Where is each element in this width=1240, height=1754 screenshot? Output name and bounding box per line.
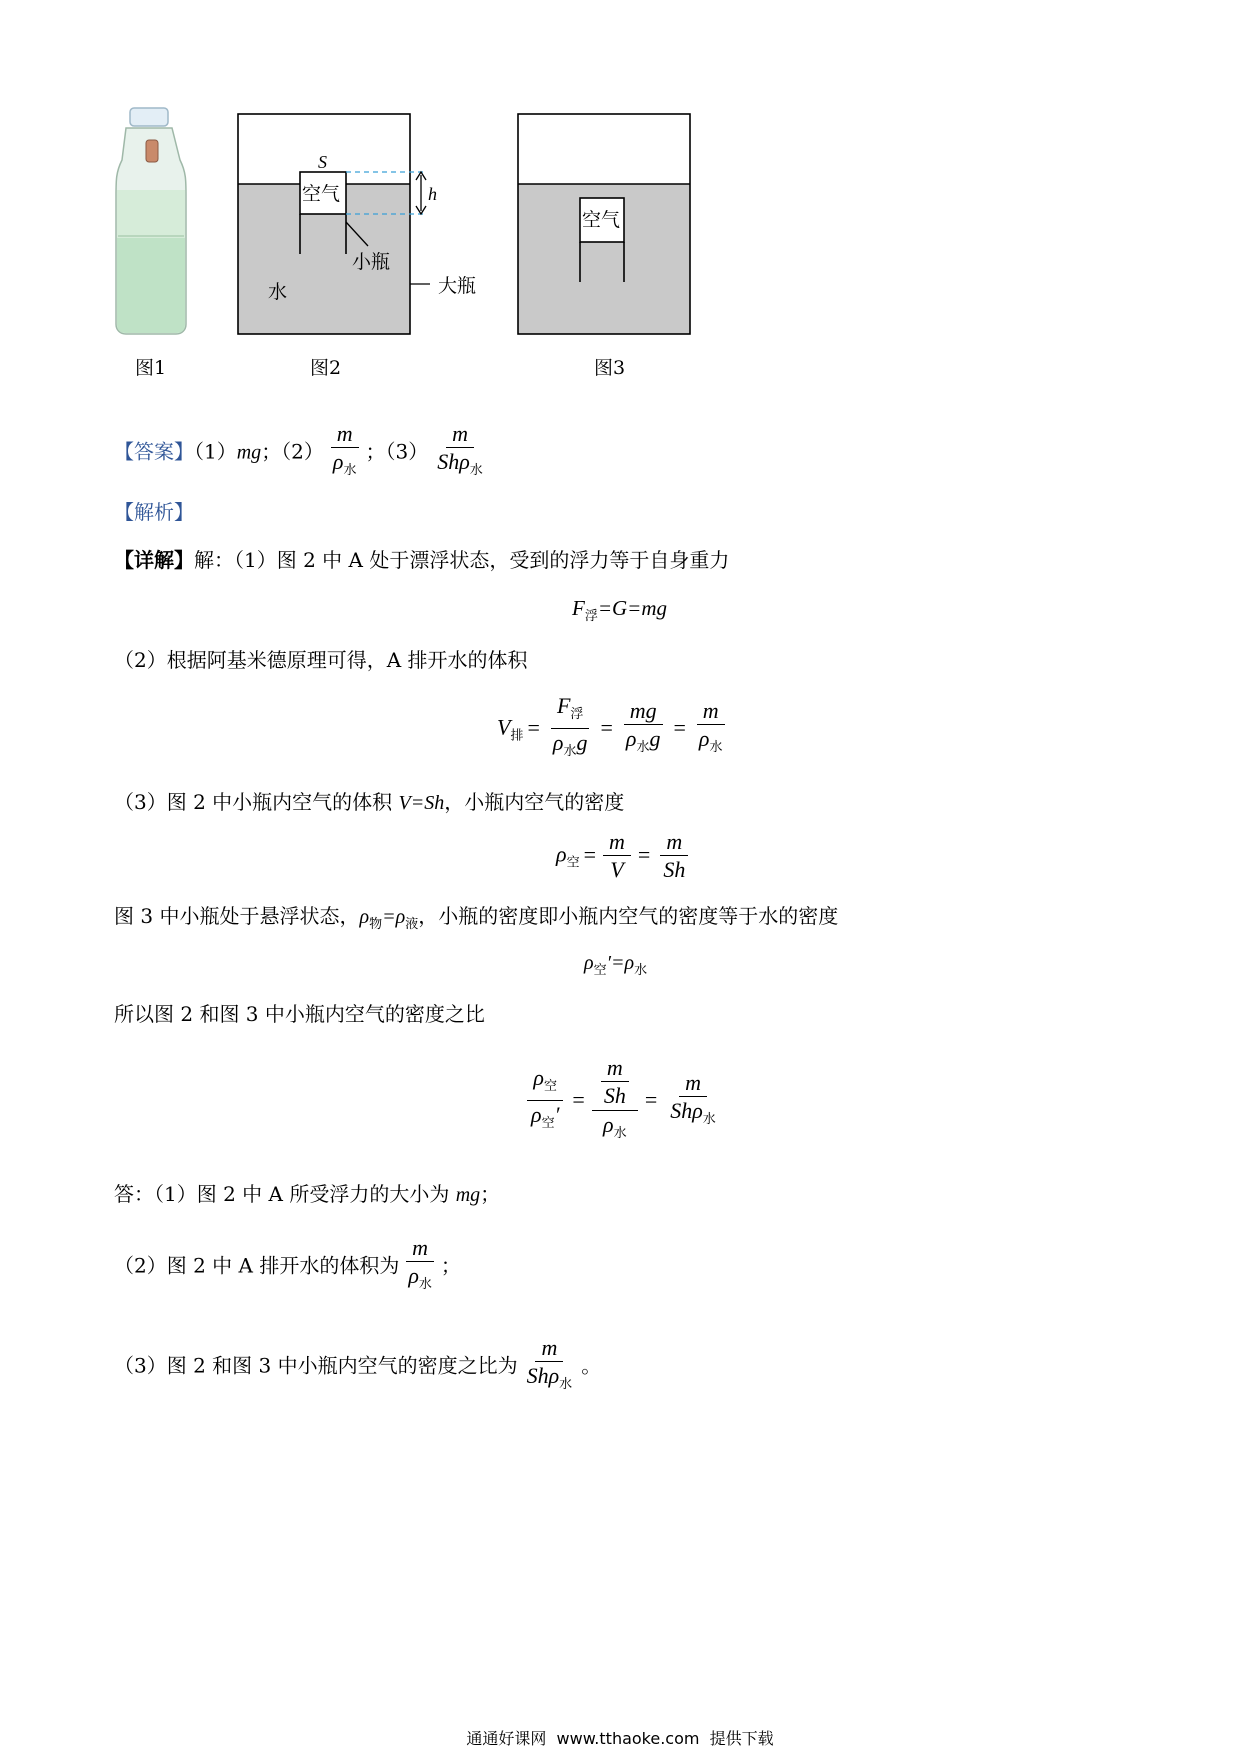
equation-buoyancy: $F_浮=G=mg$ xyxy=(572,596,668,624)
conclusion-line-3: （3）图 2 和图 3 中小瓶内空气的密度之比为 $\frac{m}{Sh\rho_水}$ 。 xyxy=(114,1336,601,1398)
fig2-label-h: h xyxy=(428,184,437,204)
equation-density-equal: $\rho_空'=\rho_水$ xyxy=(584,952,648,978)
fig2-label-air: 空气 xyxy=(302,183,341,205)
fig3-label-air: 空气 xyxy=(582,209,621,231)
answer-tag: 【答案】 xyxy=(114,439,194,464)
answer-part1-label: （1） xyxy=(194,439,237,464)
answer-part2-fraction: $\frac{m}{\rho_水}$ xyxy=(327,422,363,484)
fig2-label-S: S xyxy=(318,152,327,172)
answer-line xyxy=(114,422,492,484)
bottle-illustration xyxy=(116,108,186,334)
figure-2 xyxy=(238,114,430,334)
equation-displaced-volume: $V_排$ = $\frac{F_浮}{\rho_水g}$ = $\frac{mg}{\rho_水g}$ = $\frac{m}{\rho_水}$ xyxy=(497,694,731,765)
fig2-label-small-bottle: 小瓶 xyxy=(352,251,391,273)
conclusion-2-fraction: $\frac{m}{\rho_水}$ xyxy=(402,1236,438,1298)
analysis-tag: 【解析】 xyxy=(114,500,194,524)
answer-part3-fraction: $\frac{m}{Sh\rho_水}$ xyxy=(437,421,483,478)
answer-part1-value: mg xyxy=(236,441,262,464)
conclusion-line-2: （2）图 2 中 A 排开水的体积为 $\frac{m}{\rho_水}$ ； xyxy=(114,1236,461,1298)
answer-part3-label: ；（3） xyxy=(365,439,429,464)
detail-line-2: （2）根据阿基米德原理可得，A 排开水的体积 xyxy=(114,648,528,672)
equation-air-density: $\rho_空$ = $\frac{m}{V}$ = $\frac{m}{Sh}$ xyxy=(556,830,694,883)
detail-line-3: （3）图 2 中小瓶内空气的体积 V=Sh，小瓶内空气的密度 xyxy=(114,790,625,814)
detail-text-1: 解：（1）图 2 中 A 处于漂浮状态，受到的浮力等于自身重力 xyxy=(194,548,730,572)
fig1-caption: 图1 xyxy=(135,357,167,379)
conclusion-3-fraction: $\frac{m}{Sh\rho_水}$ xyxy=(526,1335,573,1392)
fig3-caption: 图3 xyxy=(594,357,626,379)
figures-svg xyxy=(0,0,1240,400)
conclusion-line-1: 答：（1）图 2 中 A 所受浮力的大小为 mg； xyxy=(114,1182,501,1206)
detail-line-1 xyxy=(114,546,729,574)
fig2-label-big-bottle: 大瓶 xyxy=(438,275,477,297)
answer-part2-label: ；（2） xyxy=(261,439,324,464)
page-footer: 通通好课网 www.tthaoke.com 提供下载 xyxy=(466,1729,774,1748)
fig2-label-water: 水 xyxy=(268,281,288,303)
detail-line-4: 图 3 中小瓶处于悬浮状态，$\rho_物=\rho_液$，小瓶的密度即小瓶内空气的密度等于水的密度 xyxy=(114,904,839,932)
fig2-caption: 图2 xyxy=(310,357,342,379)
detail-line-5: 所以图 2 和图 3 中小瓶内空气的密度之比 xyxy=(114,1002,485,1026)
equation-density-ratio: $\frac{\rho_空}{\rho_空'}$ = $\frac{\frac{m}{Sh}}{\rho_水}$ = $\frac{m}{Sh\rho_水}$ xyxy=(522,1056,725,1147)
detail-tag: 【详解】 xyxy=(114,548,194,572)
